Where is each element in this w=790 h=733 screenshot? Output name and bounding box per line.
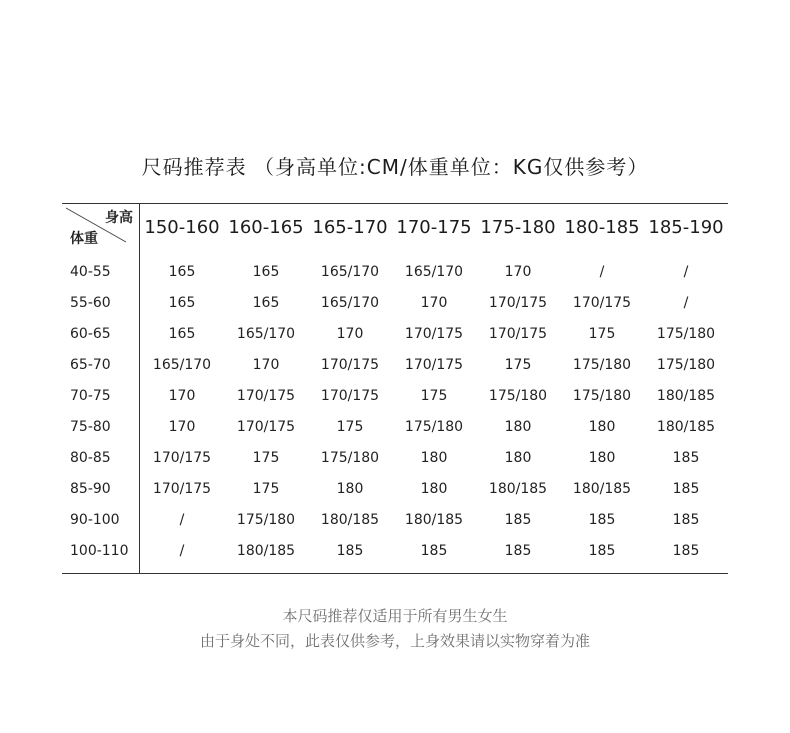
table-cell: 170/175 xyxy=(236,387,296,404)
note-line-2: 由于身处不同，此表仅供参考，上身效果请以实物穿着为准 xyxy=(199,632,590,650)
table-cell: 165 xyxy=(252,294,280,311)
table-row xyxy=(62,504,728,535)
table-cell: 165/170 xyxy=(320,263,380,280)
table-cell: / xyxy=(599,263,605,280)
row-label: 40-55 xyxy=(70,263,111,280)
page-title: 尺码推荐表 （身高单位:CM/体重单位：KG仅供参考） xyxy=(141,155,649,179)
table-cell: 170/175 xyxy=(572,294,632,311)
table-cell: 185 xyxy=(504,511,532,528)
column-header: 185-190 xyxy=(648,217,724,238)
column-header: 165-170 xyxy=(312,217,388,238)
table-row xyxy=(62,287,728,318)
row-label: 100-110 xyxy=(70,542,129,559)
table-cell: 175 xyxy=(252,480,280,497)
table-cell: 170 xyxy=(420,294,448,311)
table-cell: / xyxy=(179,511,185,528)
table-row xyxy=(62,318,728,349)
table-cell: 180/185 xyxy=(320,511,380,528)
table-cell: 180 xyxy=(504,418,532,435)
row-label: 60-65 xyxy=(70,325,111,342)
table-cell: 175/180 xyxy=(488,387,548,404)
table-cell: 185 xyxy=(672,480,700,497)
table-cell: 180/185 xyxy=(656,387,716,404)
table-cell: 180 xyxy=(420,480,448,497)
corner-header xyxy=(62,204,139,251)
table-cell: 170 xyxy=(168,418,196,435)
table-cell: 170/175 xyxy=(488,325,548,342)
table-row xyxy=(62,380,728,411)
table-cell: 180/185 xyxy=(656,418,716,435)
table-row xyxy=(62,535,728,566)
weight-label: 体重 xyxy=(70,231,98,247)
table-cell: 175 xyxy=(252,449,280,466)
column-header: 175-180 xyxy=(480,217,556,238)
table-cell: 165 xyxy=(168,294,196,311)
row-label: 85-90 xyxy=(70,480,111,497)
table-row xyxy=(62,256,728,287)
header-row xyxy=(140,204,728,251)
table-cell: 165 xyxy=(168,263,196,280)
table-cell: 180 xyxy=(420,449,448,466)
table-cell: 165/170 xyxy=(236,325,296,342)
table-cell: 170 xyxy=(168,387,196,404)
row-label: 70-75 xyxy=(70,387,111,404)
table-cell: 180/185 xyxy=(236,542,296,559)
table-cell: 175 xyxy=(504,356,532,373)
table-cell: 185 xyxy=(672,542,700,559)
table-cell: 180/185 xyxy=(404,511,464,528)
table-cell: 185 xyxy=(672,449,700,466)
table-cell: 185 xyxy=(588,542,616,559)
table-cell: 180 xyxy=(504,449,532,466)
table-cell: 170/175 xyxy=(320,387,380,404)
table-row xyxy=(62,473,728,504)
table-cell: 165 xyxy=(168,325,196,342)
table-cell: 180 xyxy=(588,418,616,435)
table-cell: 170 xyxy=(336,325,364,342)
table-cell: 185 xyxy=(672,511,700,528)
table-cell: 175 xyxy=(420,387,448,404)
table-row xyxy=(62,349,728,380)
table-cell: 175/180 xyxy=(236,511,296,528)
table-cell: 175/180 xyxy=(404,418,464,435)
column-header: 160-165 xyxy=(228,217,304,238)
table-cell: 185 xyxy=(336,542,364,559)
row-label: 80-85 xyxy=(70,449,111,466)
table-cell: 180 xyxy=(336,480,364,497)
table-cell: 170/175 xyxy=(320,356,380,373)
row-label: 65-70 xyxy=(70,356,111,373)
row-label: 90-100 xyxy=(70,511,120,528)
table-cell: 180 xyxy=(588,449,616,466)
table-cell: 170/175 xyxy=(404,325,464,342)
table-cell: 175/180 xyxy=(656,325,716,342)
table-row xyxy=(62,442,728,473)
table-cell: 175/180 xyxy=(320,449,380,466)
table-cell: 170/175 xyxy=(152,449,212,466)
table-cell: 170/175 xyxy=(488,294,548,311)
table-cell: 175/180 xyxy=(656,356,716,373)
column-header: 170-175 xyxy=(396,217,472,238)
table-body xyxy=(62,256,728,566)
table-cell: 175/180 xyxy=(572,356,632,373)
row-label: 75-80 xyxy=(70,418,111,435)
table-cell: 185 xyxy=(588,511,616,528)
column-header: 150-160 xyxy=(144,217,220,238)
table-cell: 170/175 xyxy=(404,356,464,373)
table-cell: 175 xyxy=(588,325,616,342)
table-cell: / xyxy=(683,263,689,280)
row-label: 55-60 xyxy=(70,294,111,311)
table-cell: / xyxy=(179,542,185,559)
table-cell: 170 xyxy=(252,356,280,373)
height-label: 身高 xyxy=(105,210,133,226)
table-cell: 165 xyxy=(252,263,280,280)
table-cell: / xyxy=(683,294,689,311)
table-cell: 180/185 xyxy=(572,480,632,497)
table-cell: 170/175 xyxy=(152,480,212,497)
table-cell: 185 xyxy=(504,542,532,559)
table-cell: 175 xyxy=(336,418,364,435)
column-header: 180-185 xyxy=(564,217,640,238)
size-table xyxy=(62,203,728,574)
note-line-1: 本尺码推荐仅适用于所有男生女生 xyxy=(282,607,508,625)
table-row xyxy=(62,411,728,442)
table-cell: 165/170 xyxy=(152,356,212,373)
table-cell: 165/170 xyxy=(320,294,380,311)
table-cell: 170 xyxy=(504,263,532,280)
table-cell: 170/175 xyxy=(236,418,296,435)
table-cell: 165/170 xyxy=(404,263,464,280)
table-cell: 175/180 xyxy=(572,387,632,404)
table-cell: 180/185 xyxy=(488,480,548,497)
table-cell: 185 xyxy=(420,542,448,559)
